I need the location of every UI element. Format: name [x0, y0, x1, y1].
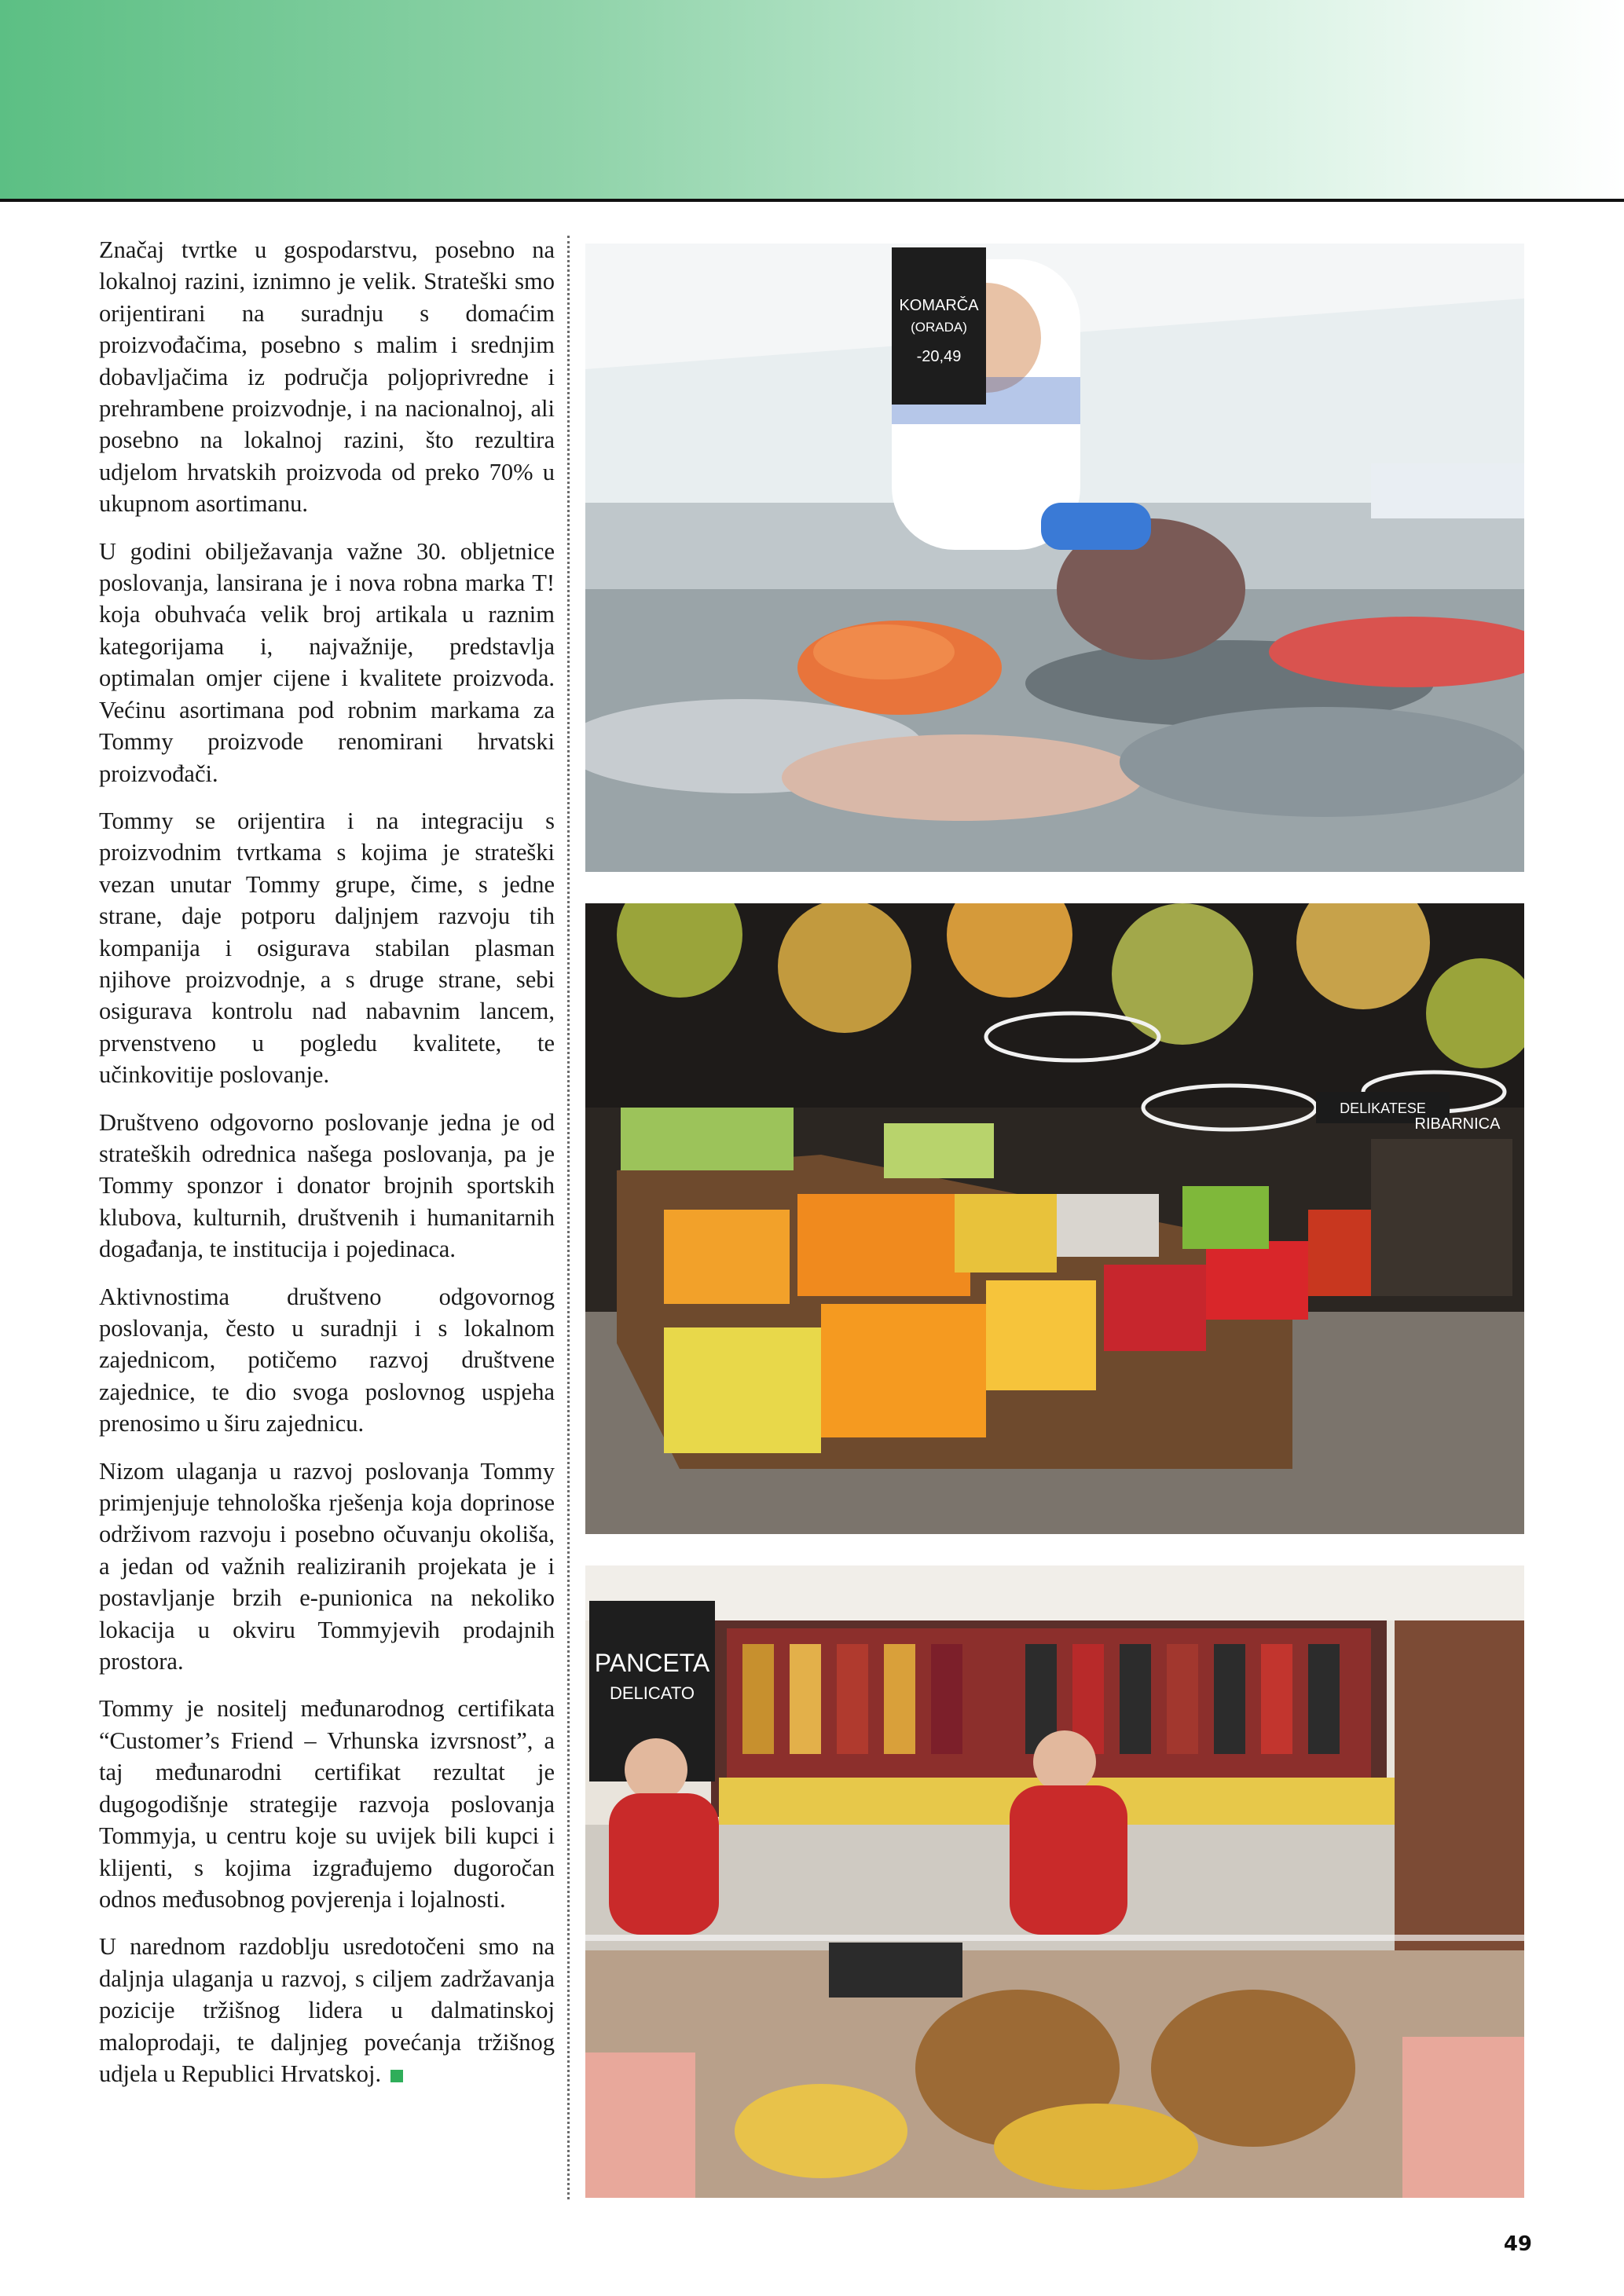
header-rule [0, 199, 1624, 202]
produce-sign-delikatese: DELIKATESE [1340, 1100, 1426, 1116]
article-paragraph-3: Tommy se orijentira i na integraciju s proizvodnim tvrtkama s kojima je strateški vezan unutar Tommy grupe, čime, s jedne strane, daje potporu daljnjem razvoju tih kompanija i osigurava stabilan plasman njihove proizvodnje, a s druge strane, sebi osigurava kontrolu nad nabavnim lancem, prvenstveno u pogledu kvalitete, te učinkovitije poslovanje. [99, 807, 555, 1089]
article-paragraph-7: Tommy je nositelj međunarodnog certifikata “Customer’s Friend – Vrhunska izvrsnost”, a taj međunarodni certifikat rezultat je dugogodišnje strategije razvoja poslovanja Tommyja, u centru koje su uvijek bili kupci i klijenti, s kojima izgrađujemo dugoročan odnos međusobnog povjerenja i lojalnosti. [99, 1695, 555, 1913]
article-paragraph-8 [99, 1931, 555, 2089]
header-band [0, 0, 1624, 199]
article-paragraph-5: Aktivnostima društveno odgovornog poslovanja, često u suradnji i s lokalnom zajednicom, potičemo razvoj društvene zajednice, te dio svoga poslovnog uspjeha prenosimo u širu zajednicu. [99, 1283, 555, 1437]
article-paragraph-1: Značaj tvrtke u gospodarstvu, posebno na lokalnoj razini, iznimno je velik. Strateški smo orijentirani na suradnju s domaćim proizvođačima, posebno s malim i srednjim dobavljačima iz područja poljoprivredne i prehrambene proizvodnje, i na nacionalnoj, ali posebno na lokalnoj razini, što rezultira udjelom hrvatskih proizvoda od preko 70% u ukupnom asortimanu. [99, 236, 555, 518]
fish-sign-line-2: (ORADA) [911, 320, 967, 335]
deli-counter-photo [585, 1565, 1524, 2198]
fish-counter-photo [585, 244, 1524, 872]
produce-section-photo [585, 903, 1524, 1534]
end-of-article-mark [390, 2070, 403, 2082]
deli-sign-line-1: PANCETA [594, 1649, 710, 1677]
column-divider [567, 236, 570, 2199]
article-paragraph-4: Društveno odgovorno poslovanje jedna je od strateških odrednica našega poslovanja, pa je Tommy sponzor i donator brojnih sportskih klubova, kulturnih, društvenih i humanitarnih događanja, te institucija i pojedinaca. [99, 1108, 555, 1263]
fish-sign-line-3: -20,49 [916, 348, 962, 365]
produce-sign-ribarnica: RIBARNICA [1414, 1115, 1501, 1133]
article-paragraph-6: Nizom ulaganja u razvoj poslovanja Tommy primjenjuje tehnološka rješenja koja doprinose održivom razvoju i posebno očuvanju okoliša, a jedan od važnih realiziranih projekata je i postavljanje brzih e-punionica na nekoliko lokacija u okviru Tommyjevih prodajnih prostora. [99, 1457, 555, 1675]
article-text [99, 234, 555, 2105]
article-paragraph-8-text: U narednom razdoblju usredotočeni smo na daljnja ulaganja u razvoj, s ciljem zadržavanja pozicije tržišnog lidera u dalmatinskoj maloprodaji, te daljnjeg povećanja tržišnog udjela u Republici Hrvatskoj. [99, 1933, 555, 2087]
article-paragraph-2: U godini obilježavanja važne 30. obljetnice poslovanja, lansirana je i nova robna marka T! koja obuhvaća velik broj artikala u raznim kategorijama i, najvažnije, predstavlja optimalan omjer cijene i kvalitete proizvoda. Većinu asortimana pod robnim markama za Tommy proizvode renomirani hrvatski proizvođači. [99, 537, 555, 787]
fish-sign-line-1: KOMARČA [899, 297, 979, 314]
deli-sign-line-2: DELICATO [610, 1683, 695, 1703]
page-number: 49 [1503, 2232, 1532, 2256]
